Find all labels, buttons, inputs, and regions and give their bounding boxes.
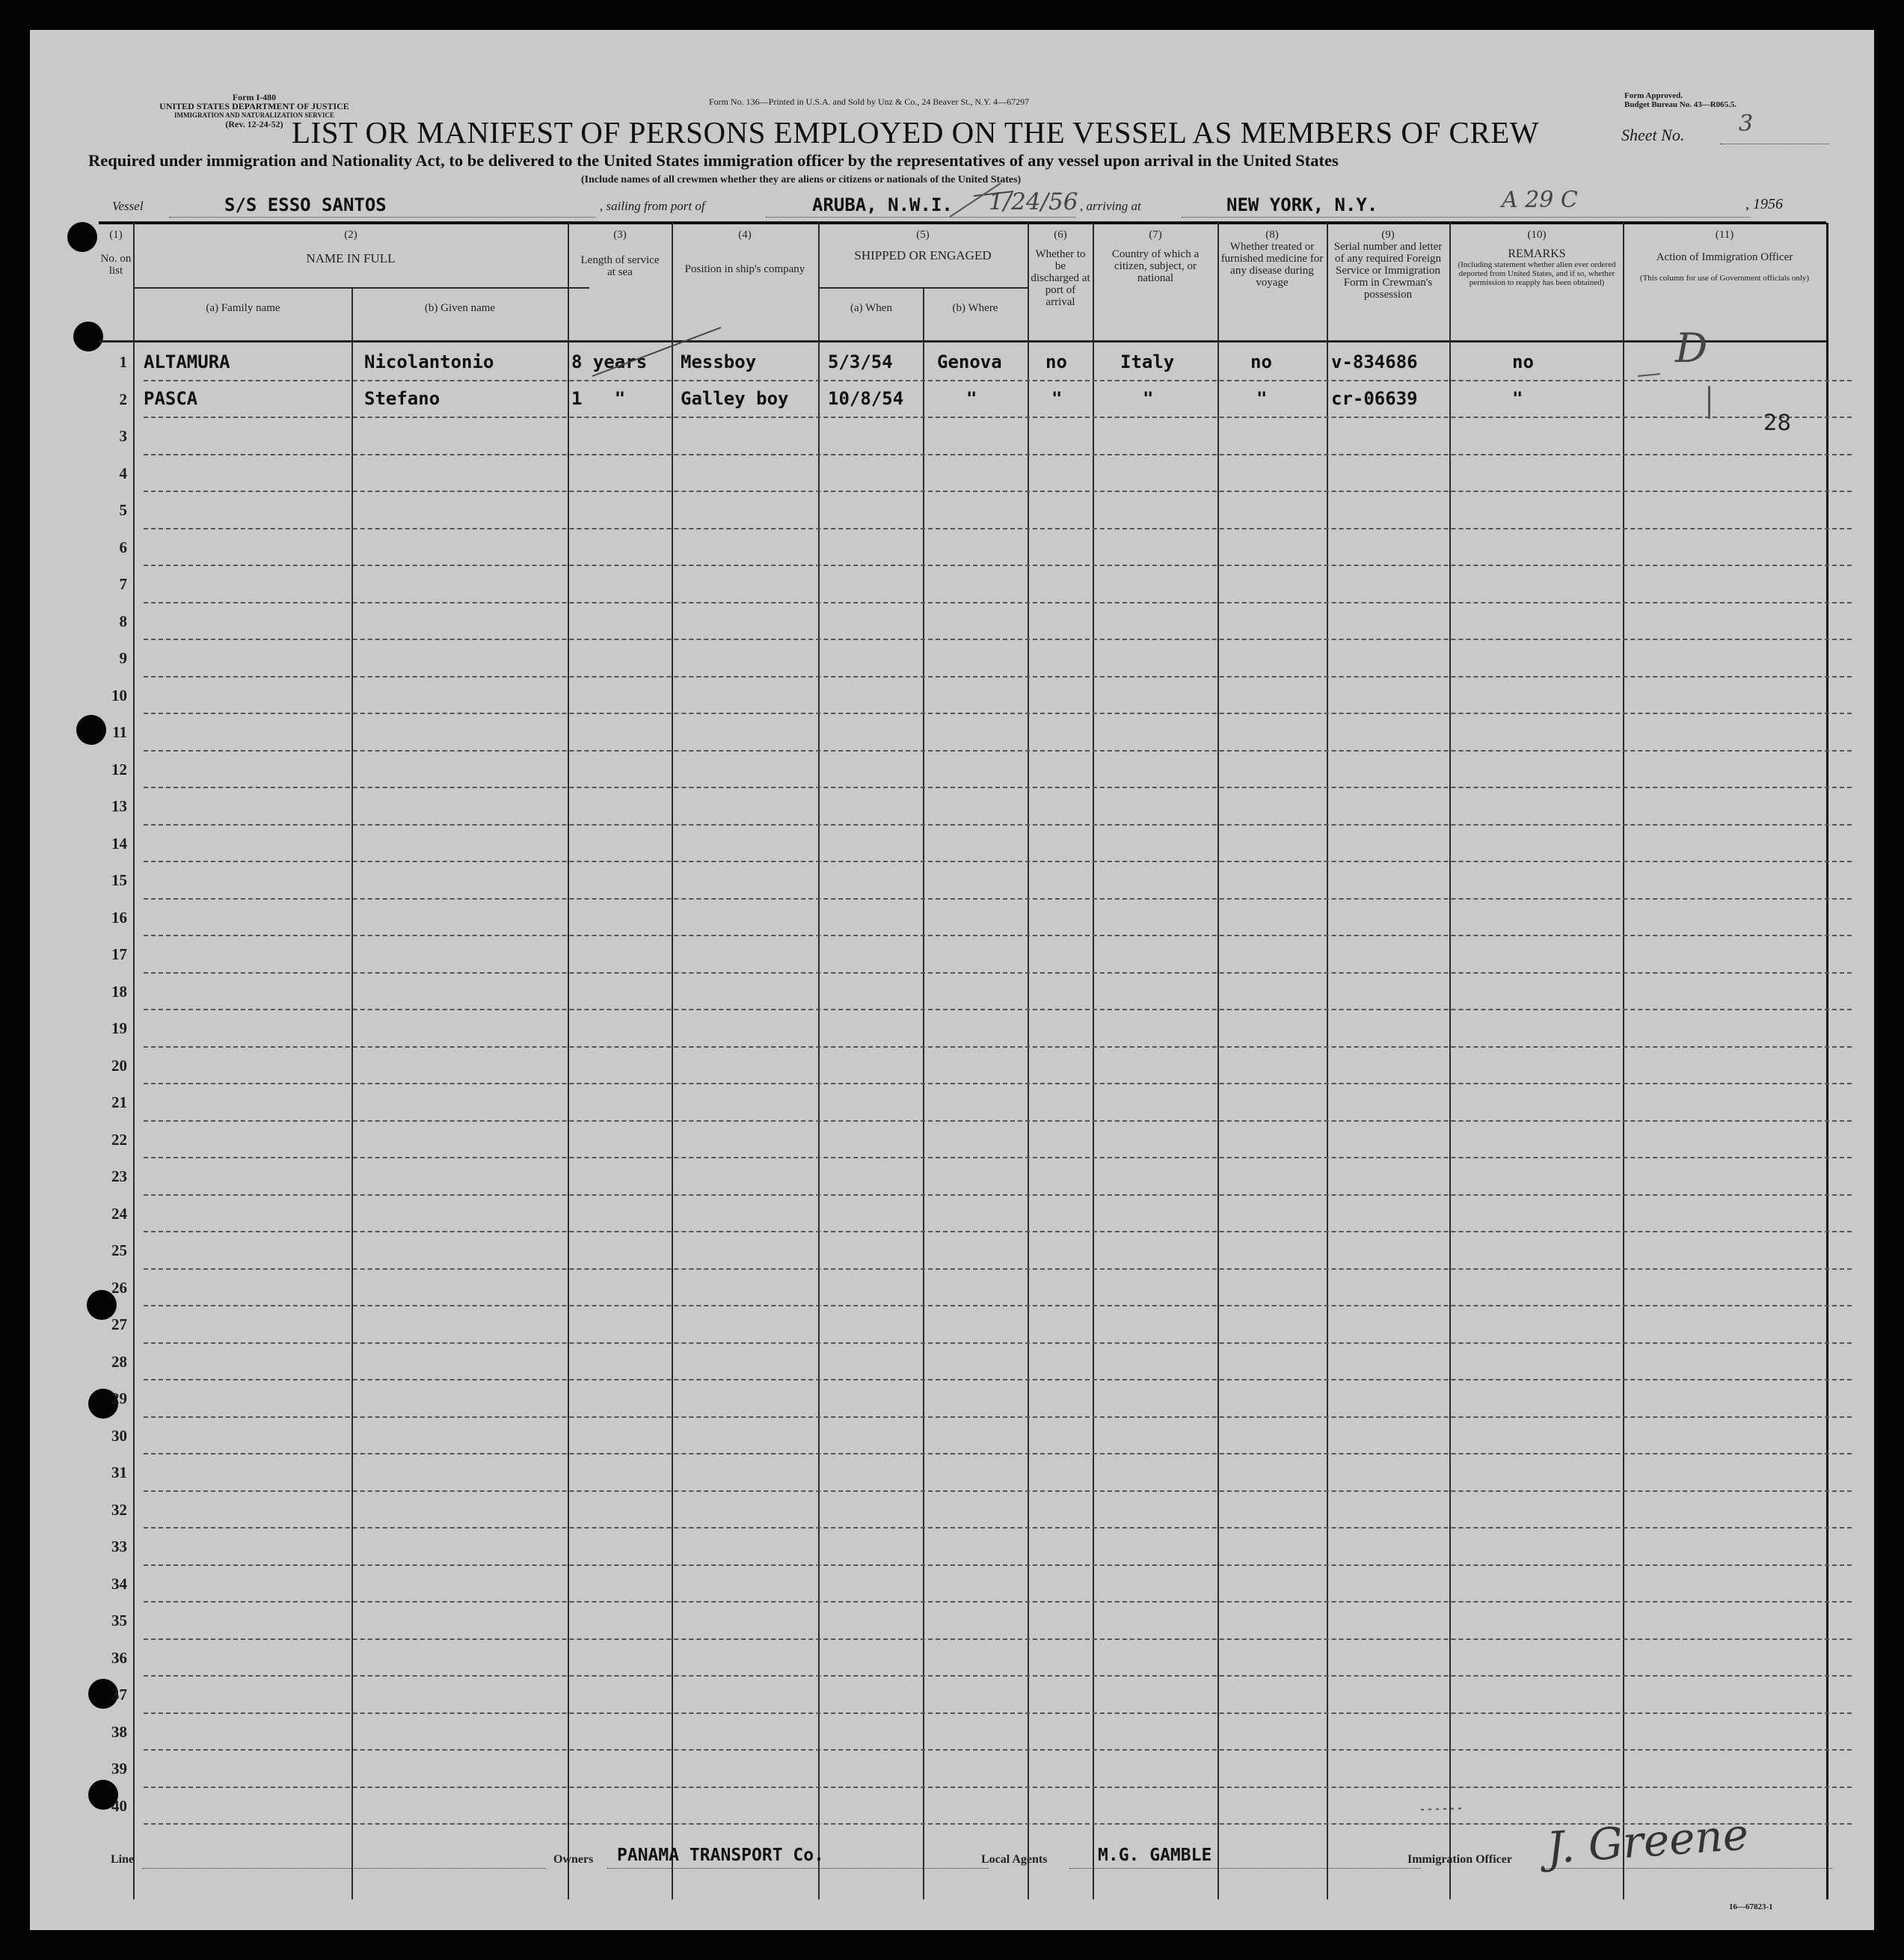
row-number: 12 — [111, 760, 127, 778]
given-name: Stefano — [364, 388, 440, 409]
col2a-header: (a) Family name — [206, 302, 280, 314]
row-number: 5 — [119, 501, 127, 519]
sheet-number: 3 — [1739, 111, 1754, 137]
given-name: Nicolantonio — [364, 351, 494, 372]
owners-value: PANAMA TRANSPORT Co. — [617, 1846, 824, 1865]
owners-label: Owners — [553, 1853, 594, 1866]
col7-number: (7) — [1149, 229, 1162, 241]
col5-label: SHIPPED OR ENGAGED — [854, 248, 992, 262]
ship-position: Messboy — [681, 351, 757, 372]
row-number: 15 — [111, 871, 127, 889]
line-rule — [142, 1868, 546, 1869]
citizenship-country: " — [1143, 388, 1154, 409]
col9-label: Serial number and letter of any required Foreign Service or Immigration Form in Crewman's possession — [1333, 241, 1443, 301]
row-number: 19 — [111, 1019, 127, 1037]
row-number: 13 — [111, 797, 127, 815]
col3-number: (3) — [613, 229, 627, 241]
row-number: 14 — [111, 834, 127, 852]
row-number: 2 — [119, 390, 127, 408]
arriving-label: , arriving at — [1080, 199, 1141, 213]
sailing-label: , sailing from port of — [600, 199, 705, 213]
sailing-port: ARUBA, N.W.I. — [812, 194, 953, 215]
row-number: 29 — [111, 1389, 127, 1407]
col6-number: (6) — [1054, 229, 1067, 241]
ship-position: Galley boy — [681, 388, 789, 409]
officer-label: Immigration Officer — [1407, 1853, 1512, 1866]
row-number: 7 — [119, 575, 127, 593]
discharged-status: " — [1051, 388, 1063, 409]
family-name: PASCA — [144, 388, 198, 409]
col5-number: (5) — [916, 229, 930, 241]
row-number: 10 — [111, 686, 127, 704]
service-name: IMMIGRATION AND NATURALIZATION SERVICE — [174, 111, 334, 119]
treated-status: no — [1250, 351, 1272, 372]
col7-label: Country of which a citizen, subject, or national — [1111, 248, 1200, 284]
col11-label: Action of Immigration Officer — [1656, 251, 1793, 263]
row-number: 3 — [119, 427, 127, 445]
include-note: (Include names of all crewmen whether they are aliens or citizens or nationals of the United States) — [581, 174, 1022, 185]
manifest-sheet — [30, 30, 1874, 1930]
col1-number: (1) — [109, 229, 123, 241]
row-number: 26 — [111, 1278, 127, 1297]
length-of-service: 8 years — [571, 351, 648, 372]
row-number: 22 — [111, 1130, 127, 1149]
col1-label: No. on list — [100, 253, 132, 277]
row-number: 4 — [119, 464, 127, 482]
col5a-header: (a) When — [850, 302, 892, 314]
arrival-handwritten-note: A 29 C — [1502, 187, 1578, 213]
discharged-status: no — [1045, 351, 1067, 372]
owners-rule — [607, 1868, 989, 1869]
row-number: 25 — [111, 1241, 127, 1259]
row-number: 37 — [111, 1686, 127, 1704]
row-number: 8 — [119, 612, 127, 630]
row-number: 16 — [111, 908, 127, 927]
col2b-header: (b) Given name — [424, 302, 496, 314]
citizenship-country: Italy — [1120, 351, 1175, 372]
col4-label: Position in ship's company — [684, 263, 805, 275]
row-number: 28 — [111, 1352, 127, 1371]
agents-value: M.G. GAMBLE — [1098, 1846, 1212, 1865]
budget-bureau-number: Budget Bureau No. 43—R065.5. — [1624, 100, 1737, 109]
sheet-label: Sheet No. — [1621, 126, 1685, 144]
agents-rule — [1069, 1868, 1421, 1869]
arriving-port: NEW YORK, N.Y. — [1226, 194, 1378, 215]
shipped-where: " — [966, 388, 977, 409]
form-revision: (Rev. 12-24-52) — [225, 119, 283, 129]
department-name: UNITED STATES DEPARTMENT OF JUSTICE — [159, 101, 349, 111]
officer-signature: J. Greene — [1544, 1808, 1751, 1874]
print-code: 16—67823-1 — [1729, 1902, 1773, 1911]
page-title: LIST OR MANIFEST OF PERSONS EMPLOYED ON THE VESSEL AS MEMBERS OF CREW — [292, 115, 1539, 150]
row-number: 30 — [111, 1426, 127, 1445]
col8-label: Whether treated or furnished medicine for any disease during voyage — [1220, 241, 1324, 289]
row-number: 20 — [111, 1056, 127, 1075]
remarks: " — [1512, 388, 1523, 409]
row-number: 33 — [111, 1537, 127, 1555]
form-number: Form I-480 — [232, 92, 277, 102]
margin-count: 28 — [1763, 410, 1791, 435]
shipped-when: 5/3/54 — [828, 351, 893, 372]
row-number: 11 — [112, 723, 127, 741]
serial-number: v-834686 — [1331, 351, 1418, 372]
officer-action-mark: D — [1675, 325, 1708, 372]
line-label: Line — [111, 1853, 135, 1866]
row-number: 40 — [111, 1796, 127, 1815]
row-number: 38 — [111, 1722, 127, 1741]
row-number: 31 — [111, 1463, 127, 1481]
subtitle: Required under immigration and Nationality Act, to be delivered to the United States immigration officer by the representatives of any vessel upon arrival in the United States — [88, 151, 1339, 170]
treated-status: " — [1256, 388, 1268, 409]
col4-number: (4) — [738, 229, 752, 241]
printer-line: Form No. 136—Printed in U.S.A. and Sold by Unz & Co., 24 Beaver St., N.Y. 4—67297 — [709, 96, 1030, 107]
row-number: 35 — [111, 1612, 127, 1629]
col9-number: (9) — [1381, 229, 1395, 241]
col11-note: (This column for use of Government officials only) — [1639, 274, 1810, 283]
col8-number: (8) — [1265, 229, 1279, 241]
vessel-label: Vessel — [112, 199, 144, 213]
shipped-where: Genova — [937, 351, 1002, 372]
row-number: 18 — [111, 982, 127, 1001]
row-number: 34 — [111, 1574, 127, 1593]
col10-note: (Including statement whether alien ever ordered deported from United States, and if so, whether permission to reapply has been obtained) — [1458, 260, 1616, 287]
row-number: 32 — [111, 1500, 127, 1519]
arrival-year: , 1956 — [1745, 196, 1783, 212]
col10-number: (10) — [1527, 229, 1547, 241]
approval-line: Form Approved. — [1624, 91, 1683, 100]
row-number: 24 — [111, 1204, 127, 1223]
row-number: 36 — [111, 1648, 127, 1667]
col10-label: REMARKS — [1508, 248, 1566, 260]
col6-label: Whether to be discharged at port of arrival — [1031, 248, 1090, 308]
agents-label: Local Agents — [981, 1853, 1048, 1866]
row-number: 9 — [119, 649, 127, 667]
length-of-service: 1 " — [571, 388, 626, 409]
serial-number: cr-06639 — [1331, 388, 1418, 409]
row-number: 17 — [111, 945, 127, 963]
row-number: 21 — [111, 1093, 127, 1111]
col2-label: NAME IN FULL — [306, 251, 396, 265]
row-number: 27 — [111, 1315, 127, 1333]
sailing-date-handwritten: 1/24/56 — [989, 188, 1078, 215]
row-number: 23 — [111, 1167, 127, 1185]
col3-label: Length of service at sea — [580, 254, 660, 278]
row-number: 6 — [119, 538, 127, 556]
vessel-name: S/S ESSO SANTOS — [224, 194, 387, 215]
row-number: 1 — [119, 353, 127, 371]
shipped-when: 10/8/54 — [828, 388, 904, 409]
remarks: no — [1512, 351, 1534, 372]
family-name: ALTAMURA — [144, 351, 230, 372]
col11-number: (11) — [1715, 229, 1734, 241]
col2-number: (2) — [344, 229, 357, 241]
row-number: 39 — [111, 1760, 127, 1778]
handwritten-strokes — [30, 30, 1874, 1930]
col5b-header: (b) Where — [952, 302, 998, 314]
